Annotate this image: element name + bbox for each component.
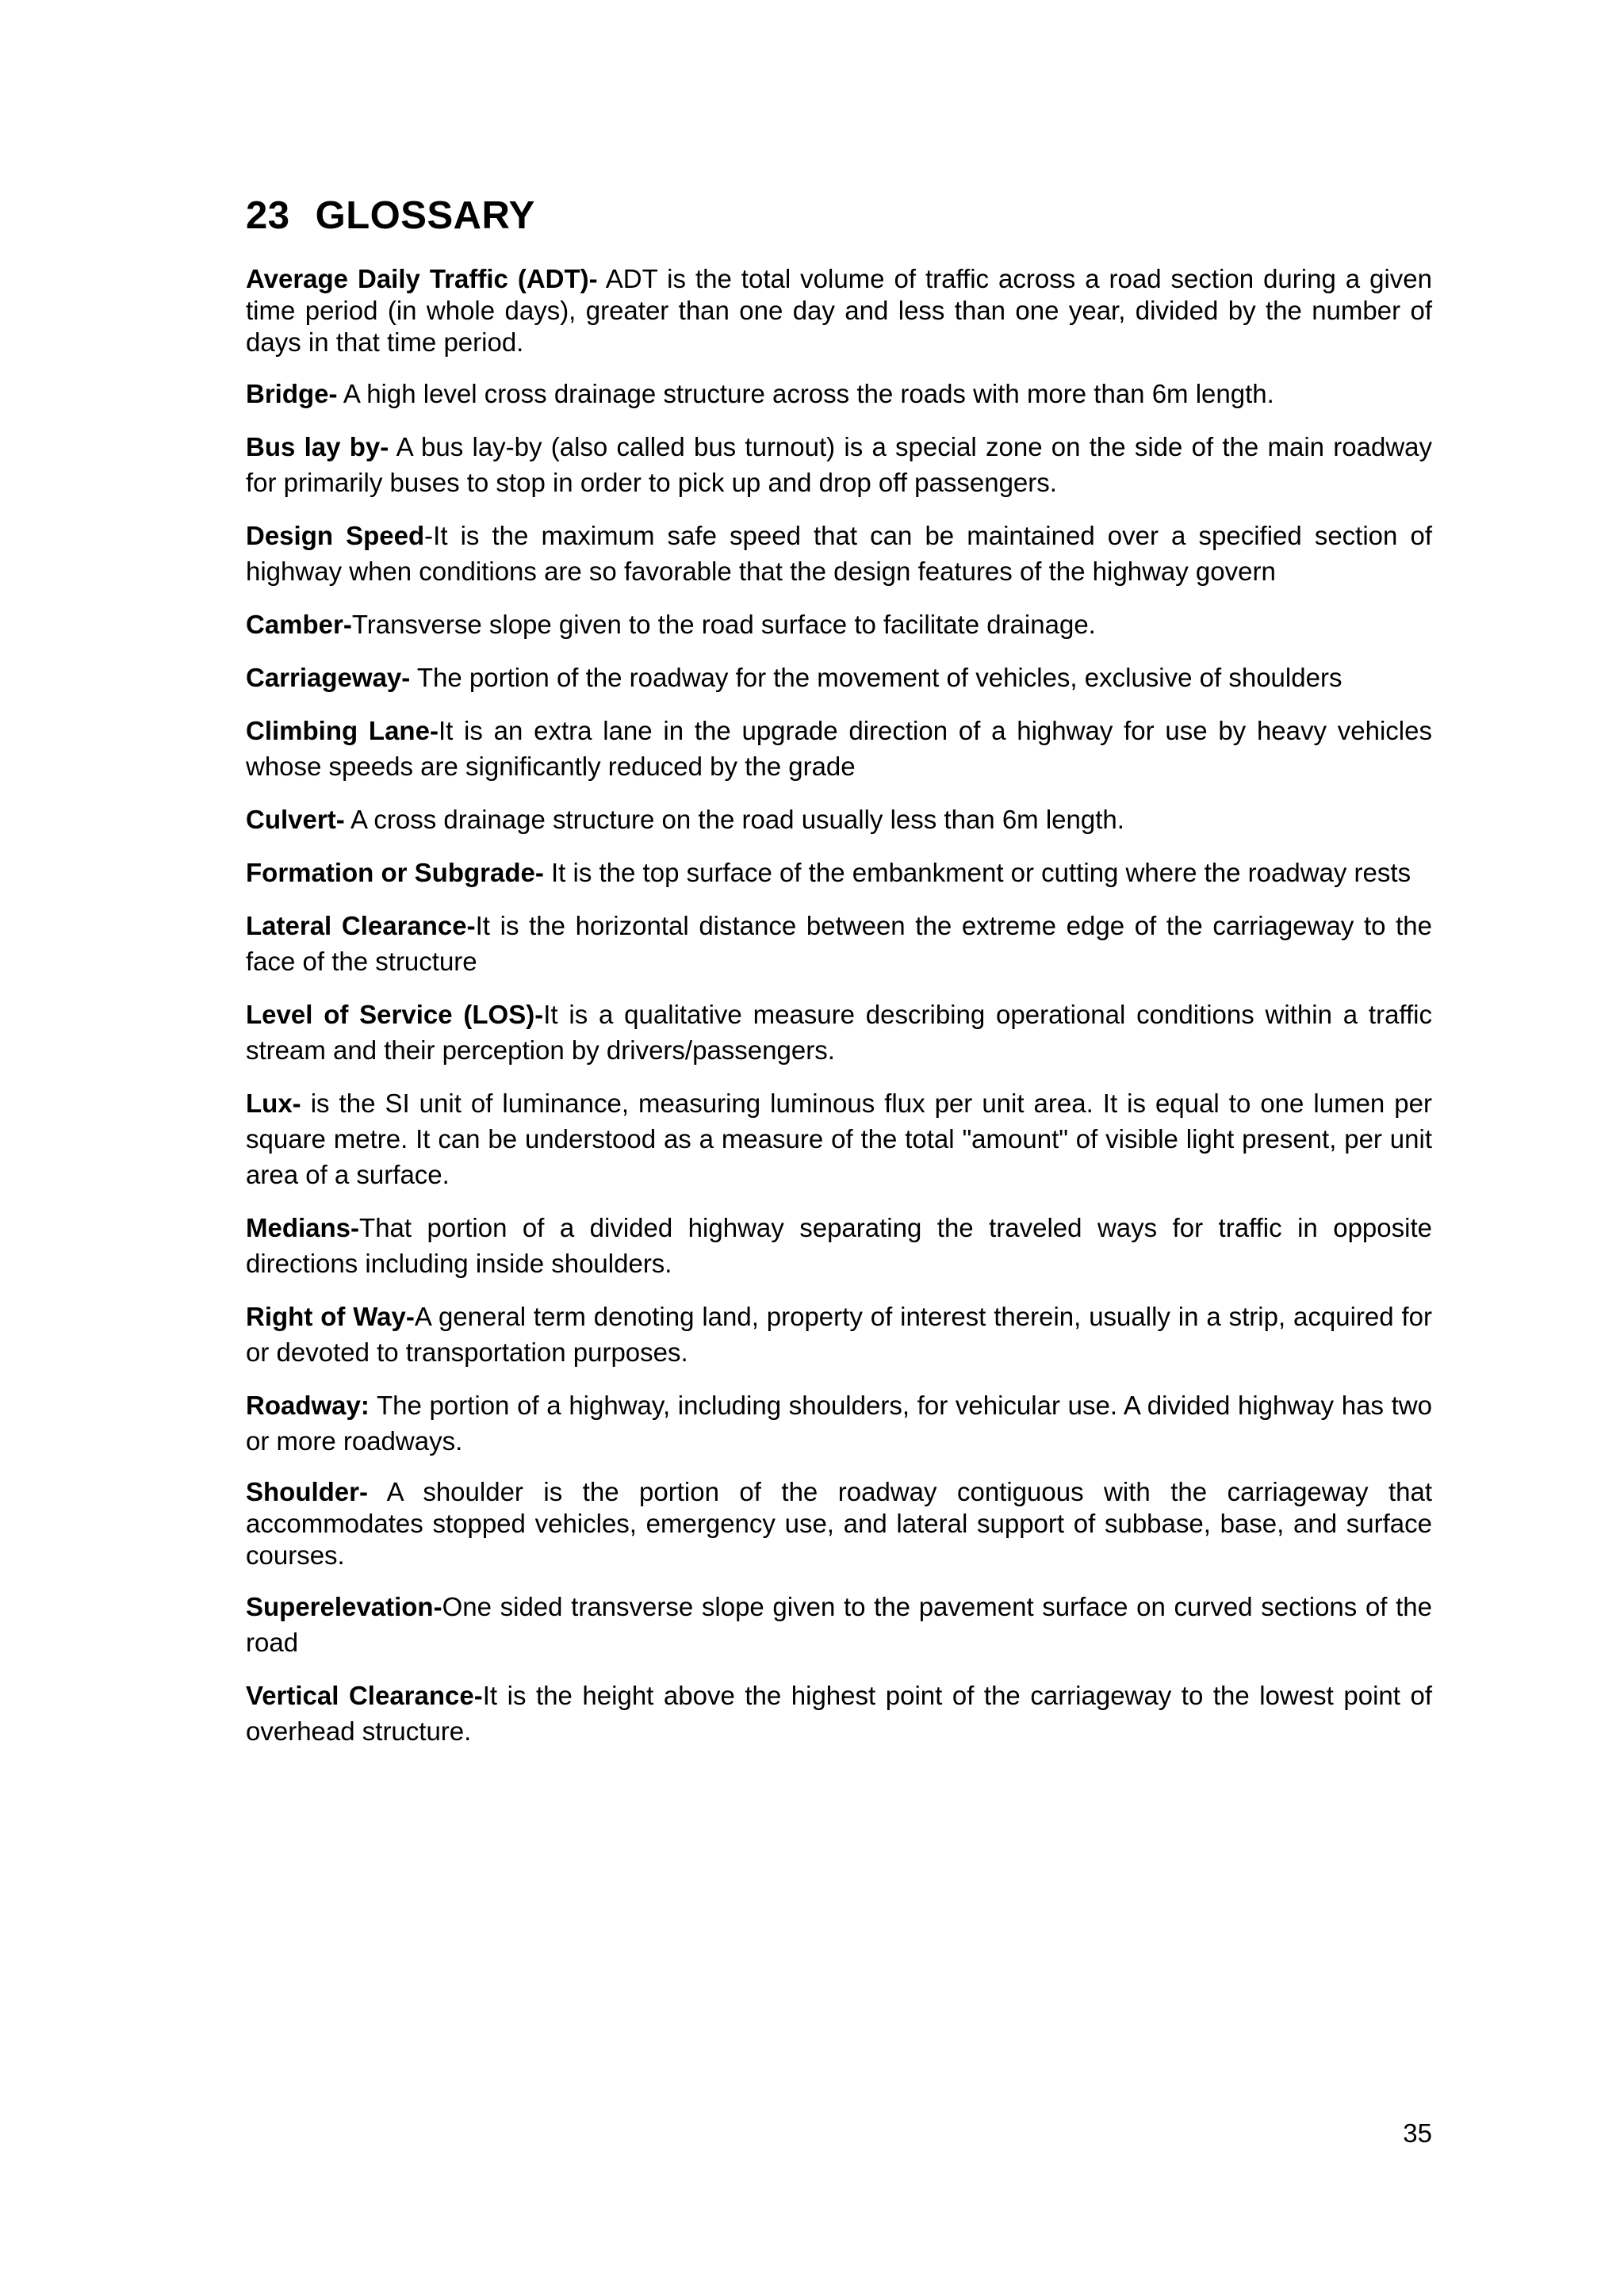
glossary-entry-roadway: [246, 1387, 1432, 1459]
glossary-term: Medians-: [246, 1213, 360, 1242]
glossary-term: Carriageway-: [246, 663, 411, 692]
glossary-definition: One sided transverse slope given to the pavement surface on curved sections of the road: [246, 1592, 1432, 1657]
glossary-term: Camber-: [246, 610, 352, 639]
section-heading: [246, 190, 1432, 241]
section-title: GLOSSARY: [315, 194, 535, 237]
glossary-definition: It is an extra lane in the upgrade direction of a highway for use by heavy vehicles whose speeds are significantly reduced by the grade: [246, 716, 1432, 781]
glossary-definition: It is the height above the highest point of the carriageway to the lowest point of overhead structure.: [246, 1681, 1433, 1746]
glossary-term: Culvert-: [246, 805, 345, 834]
glossary-entry-bus-lay-by: [246, 429, 1432, 500]
glossary-definition: The portion of a highway, including shoulders, for vehicular use. A divided highway has two or more roadways.: [246, 1391, 1432, 1456]
glossary-entry-climbing-lane: [246, 713, 1432, 784]
glossary-term: Formation or Subgrade-: [246, 858, 544, 887]
glossary-definition: -It is the maximum safe speed that can be maintained over a specified section of highway when conditions are so favorable that the design features of the highway govern: [246, 521, 1432, 586]
glossary-term: Level of Service (LOS)-: [246, 1000, 544, 1029]
glossary-term: Lateral Clearance-: [246, 911, 476, 940]
glossary-definition: is the SI unit of luminance, measuring luminous flux per unit area. It is equal to one lumen per square metre. It can be understood as a measure of the total "amount" of visible light present, per unit area of a surface.: [246, 1089, 1432, 1189]
glossary-entry-shoulder: [246, 1476, 1432, 1571]
glossary-definition: A cross drainage structure on the road usually less than 6m length.: [344, 805, 1124, 834]
glossary-term: Bridge-: [246, 379, 338, 408]
glossary-entry-average-daily-traffic: [246, 263, 1432, 358]
glossary-entry-camber: [246, 607, 1432, 642]
glossary-entry-lateral-clearance: [246, 908, 1432, 979]
glossary-entry-right-of-way: [246, 1299, 1432, 1370]
glossary-definition: A shoulder is the portion of the roadway contiguous with the carriageway that accommodates stopped vehicles, emergency use, and lateral support of subbase, base, and surface courses.: [246, 1477, 1432, 1570]
glossary-definition: That portion of a divided highway separating the traveled ways for traffic in opposite directions including inside shoulders.: [246, 1213, 1432, 1278]
glossary-term: Bus lay by-: [246, 432, 389, 461]
glossary-entry-carriageway: [246, 660, 1432, 695]
glossary-entry-superelevation: [246, 1589, 1432, 1660]
glossary-entry-design-speed: [246, 518, 1432, 589]
glossary-definition: A high level cross drainage structure across the roads with more than 6m length.: [337, 379, 1274, 408]
glossary-term: Roadway:: [246, 1391, 370, 1420]
glossary-section: [246, 190, 1432, 1766]
glossary-entry-culvert: [246, 802, 1432, 837]
glossary-definition: It is the top surface of the embankment or cutting where the roadway rests: [543, 858, 1411, 887]
glossary-term: Climbing Lane-: [246, 716, 439, 745]
glossary-entry-vertical-clearance: [246, 1678, 1432, 1749]
glossary-term: Vertical Clearance-: [246, 1681, 483, 1710]
glossary-term: Superelevation-: [246, 1592, 442, 1621]
glossary-term: Design Speed: [246, 521, 425, 550]
glossary-definition: Transverse slope given to the road surface to facilitate drainage.: [351, 610, 1096, 639]
glossary-entry-level-of-service: [246, 997, 1432, 1068]
glossary-term: Shoulder-: [246, 1477, 368, 1506]
glossary-term: Average Daily Traffic (ADT)-: [246, 264, 598, 293]
glossary-definition: A general term denoting land, property of interest therein, usually in a strip, acquired for or devoted to transportation purposes.: [246, 1302, 1433, 1367]
page-number: 35: [1403, 2118, 1432, 2148]
glossary-entry-formation-or-subgrade: [246, 855, 1432, 890]
glossary-definition: A bus lay-by (also called bus turnout) is a special zone on the side of the main roadway for primarily buses to stop in order to pick up and drop off passengers.: [246, 432, 1432, 497]
glossary-definition: It is the horizontal distance between the extreme edge of the carriageway to the face of the structure: [246, 911, 1433, 976]
glossary-entry-medians: [246, 1210, 1432, 1281]
glossary-definition: It is a qualitative measure describing operational conditions within a traffic stream and their perception by drivers/passengers.: [246, 1000, 1432, 1065]
glossary-definition: ADT is the total volume of traffic across a road section during a given time period (in whole days), greater than one day and less than one year, divided by the number of days in that time period.: [246, 264, 1432, 357]
glossary-entry-lux: [246, 1085, 1432, 1192]
section-number: 23: [246, 194, 290, 237]
glossary-term: Lux-: [246, 1089, 301, 1118]
glossary-definition: The portion of the roadway for the movement of vehicles, exclusive of shoulders: [410, 663, 1342, 692]
glossary-entry-bridge: [246, 376, 1432, 411]
glossary-term: Right of Way-: [246, 1302, 415, 1331]
